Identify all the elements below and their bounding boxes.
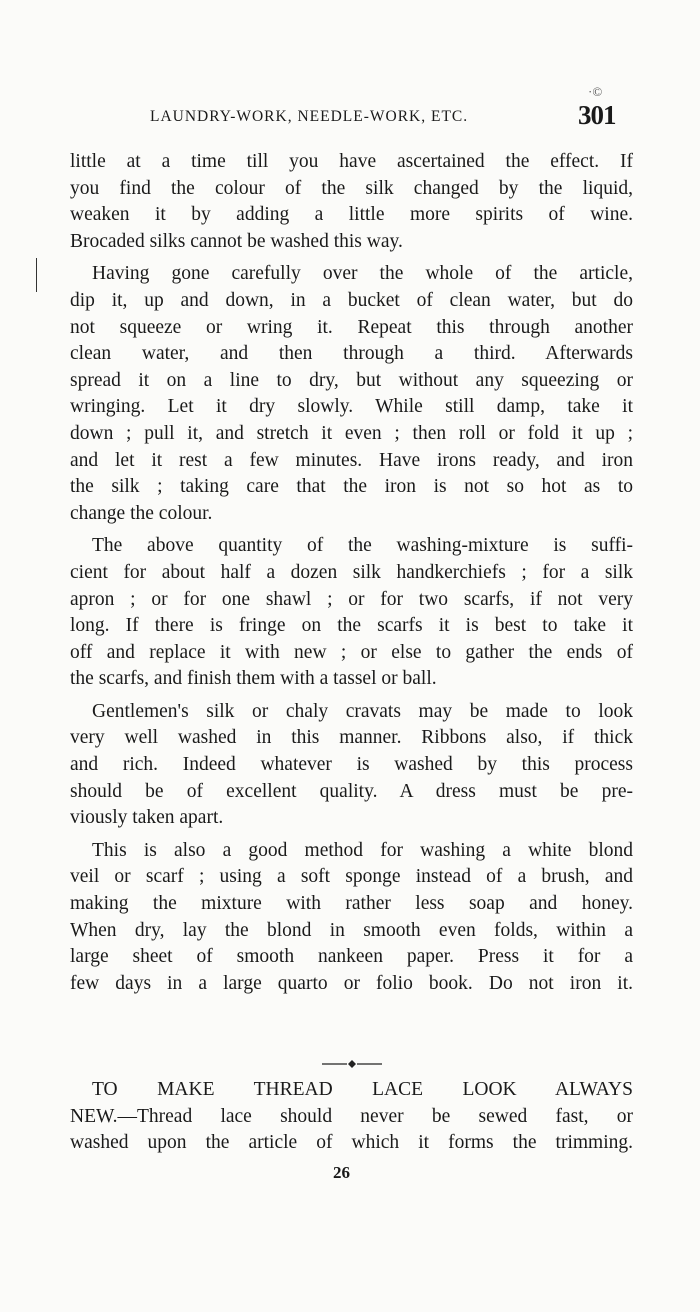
- text-line: Gentlemen's silk or chaly cravats may be made to look: [92, 700, 633, 722]
- text-line: weaken it by adding a little more spirits of wine.: [70, 204, 633, 226]
- text-line: veil or scarf ; using a soft sponge instead of a brush, and: [70, 866, 633, 888]
- text-line: TO MAKE THREAD LACE LOOK ALWAYS: [92, 1079, 633, 1100]
- text-line: and rich. Indeed whatever is washed by this process: [70, 754, 633, 776]
- text-line: spread it on a line to dry, but without any squeezing or: [70, 369, 633, 391]
- text-line: and let it rest a few minutes. Have irons ready, and iron: [70, 449, 633, 471]
- text-line: large sheet of smooth nankeen paper. Press it for a: [70, 946, 633, 968]
- text-line: you find the colour of the silk changed by the liquid,: [70, 177, 633, 199]
- text-line: the scarfs, and finish them with a tassel or ball.: [70, 668, 437, 690]
- text-line: long. If there is fringe on the scarfs it is best to take it: [70, 615, 633, 637]
- text-line: apron ; or for one shawl ; or for two scarfs, if not very: [70, 588, 633, 610]
- text-line: The above quantity of the washing-mixture is suffi-: [92, 535, 633, 557]
- margin-pencil-mark: [36, 258, 39, 292]
- text-line: viously taken apart.: [70, 807, 224, 829]
- body-text: [70, 149, 633, 997]
- text-line: change the colour.: [70, 502, 213, 524]
- text-line: off and replace it with new ; or else to gather the ends of: [70, 641, 633, 663]
- ornamental-separator: [320, 1058, 384, 1070]
- signature-mark: 26: [333, 1163, 350, 1182]
- section-text: [70, 1076, 633, 1156]
- text-line: NEW.—Thread lace should never be sewed fast, or: [70, 1105, 633, 1127]
- text-line: little at a time till you have ascertained the effect. If: [70, 151, 633, 172]
- text-line: very well washed in this manner. Ribbons also, if thick: [70, 727, 633, 749]
- text-line: cient for about half a dozen silk handkerchiefs ; for a silk: [70, 561, 633, 583]
- text-line: Having gone carefully over the whole of the article,: [92, 263, 633, 285]
- text-line: dip it, up and down, in a bucket of clean water, but do: [70, 289, 633, 311]
- text-line: down ; pull it, and stretch it even ; then roll or fold it up ;: [70, 422, 633, 444]
- text-line: clean water, and then through a third. Afterwards: [70, 343, 633, 365]
- text-line: When dry, lay the blond in smooth even folds, within a: [70, 919, 633, 941]
- page-number: 301: [578, 100, 616, 130]
- folio-smudge: ·©: [588, 84, 603, 99]
- text-line: making the mixture with rather less soap and honey.: [70, 893, 633, 915]
- text-line: wringing. Let it dry slowly. While still damp, take it: [70, 396, 633, 418]
- text-line: Brocaded silks cannot be washed this way.: [70, 230, 403, 252]
- text-line: This is also a good method for washing a white blond: [92, 839, 633, 861]
- text-line: should be of excellent quality. A dress must be pre-: [70, 780, 633, 802]
- text-line: few days in a large quarto or folio book. Do not iron it.: [70, 972, 633, 994]
- running-header: LAUNDRY-WORK, NEEDLE-WORK, ETC.: [150, 108, 469, 125]
- text-line: the silk ; taking care that the iron is not so hot as to: [70, 476, 633, 498]
- text-line: washed upon the article of which it forms the trimming.: [70, 1132, 633, 1154]
- text-line: not squeeze or wring it. Repeat this through another: [70, 316, 633, 338]
